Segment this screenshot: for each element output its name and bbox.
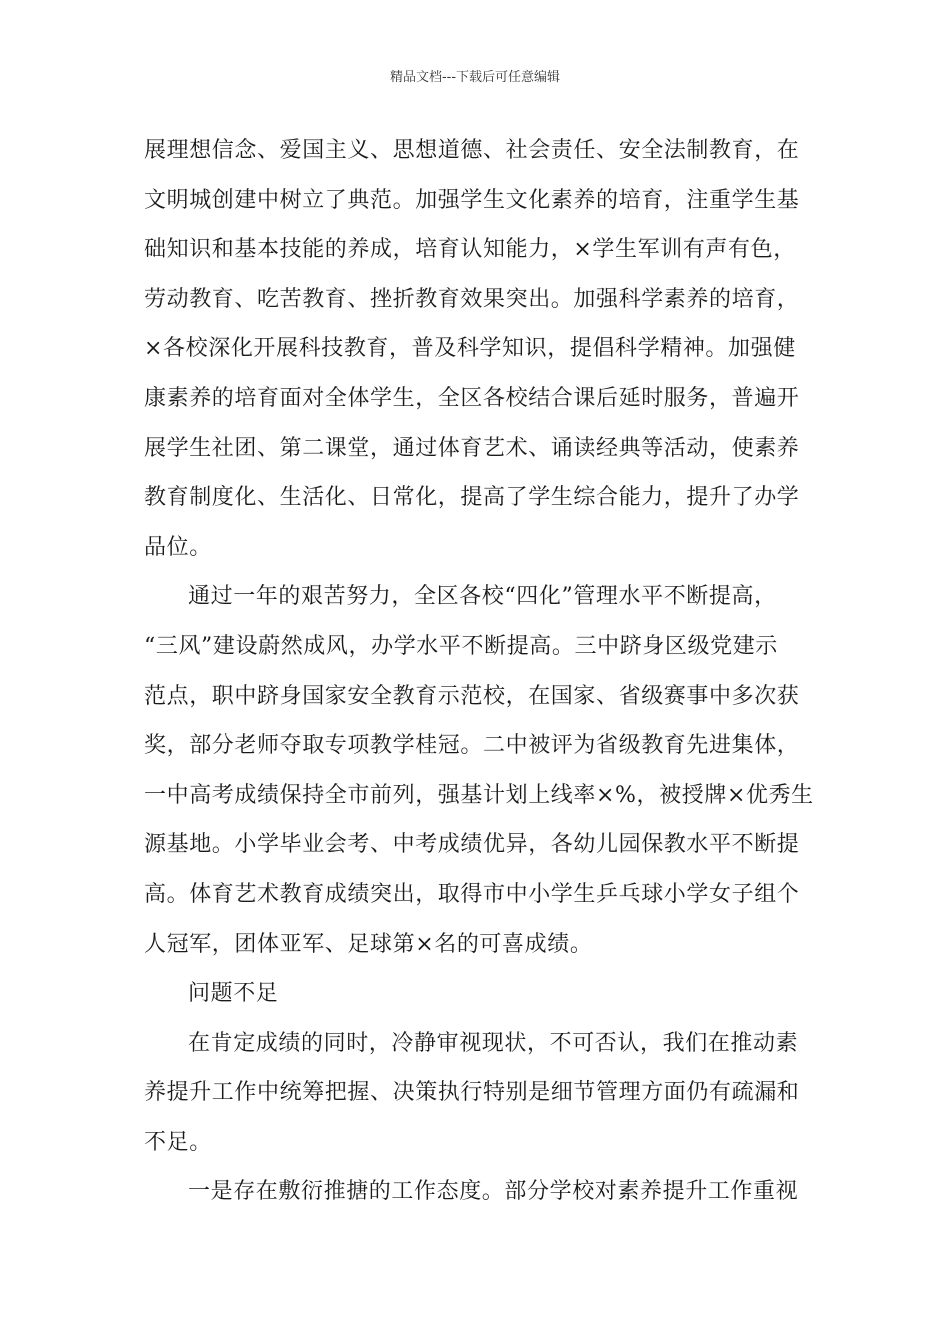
text-line: 展学生社团、第二课堂，通过体育艺术、诵读经典等活动，使素养 bbox=[144, 435, 800, 461]
text-line: 展理想信念、爱国主义、思想道德、社会责任、安全法制教育，在 bbox=[144, 138, 800, 163]
section-heading: 问题不足 bbox=[188, 981, 279, 1007]
text-line: 础知识和基本技能的养成，培育认知能力，×学生军训有声有色， bbox=[144, 237, 796, 263]
text-line: 康素养的培育面对全体学生，全区各校结合课后延时服务，普遍开 bbox=[144, 385, 800, 411]
text-line: 一中高考成绩保持全市前列，强基计划上线率×%，被授牌×优秀生 bbox=[144, 782, 814, 808]
text-line: 品位。 bbox=[144, 534, 212, 560]
text-line: 源基地。小学毕业会考、中考成绩优异，各幼儿园保教水平不断提 bbox=[144, 832, 800, 858]
text-line: 高。体育艺术教育成绩突出，取得市中小学生乒乓球小学女子组个 bbox=[144, 881, 800, 907]
page-header: 精品文档---下载后可任意编辑 bbox=[389, 70, 561, 85]
text-line: 人冠军，团体亚军、足球第×名的可喜成绩。 bbox=[144, 931, 593, 957]
text-line: 不足。 bbox=[144, 1129, 212, 1155]
text-line: 劳动教育、吃苦教育、挫折教育效果突出。加强科学素养的培育， bbox=[144, 286, 800, 312]
text-line: 通过一年的艰苦努力，全区各校“四化”管理水平不断提高， bbox=[188, 584, 777, 610]
text-line: 养提升工作中统筹把握、决策执行特别是细节管理方面仍有疏漏和 bbox=[144, 1080, 800, 1106]
text-line: 奖，部分老师夺取专项教学桂冠。二中被评为省级教育先进集体， bbox=[144, 733, 800, 759]
text-line: 文明城创建中树立了典范。加强学生文化素养的培育，注重学生基 bbox=[144, 187, 800, 213]
text-line: 范点，职中跻身国家安全教育示范校，在国家、省级赛事中多次获 bbox=[144, 683, 800, 709]
text-line: 教育制度化、生活化、日常化，提高了学生综合能力，提升了办学 bbox=[144, 485, 800, 511]
document-body bbox=[144, 131, 814, 1222]
text-line: “三风”建设蔚然成风，办学水平不断提高。三中跻身区级党建示 bbox=[144, 633, 778, 659]
text-line: ×各校深化开展科技教育，普及科学知识，提倡科学精神。加强健 bbox=[144, 336, 796, 362]
text-line: 一是存在敷衍推搪的工作态度。部分学校对素养提升工作重视 bbox=[188, 1179, 799, 1205]
text-line: 在肯定成绩的同时，冷静审视现状，不可否认，我们在推动素 bbox=[188, 1030, 799, 1056]
